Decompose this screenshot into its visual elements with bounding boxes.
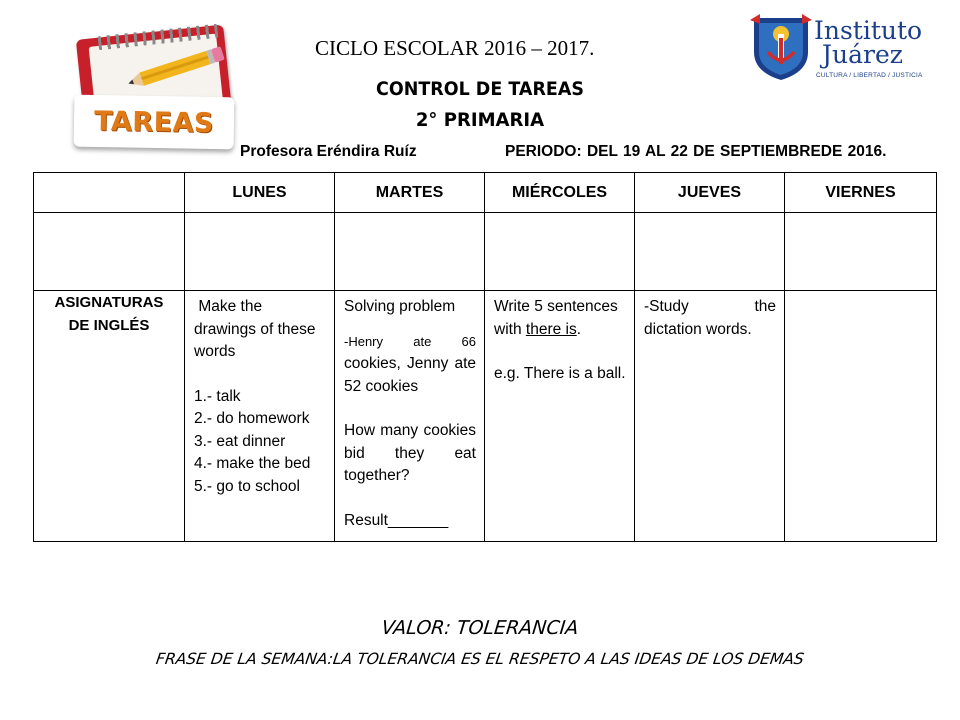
monday-item: 2.- do homework xyxy=(194,410,310,427)
friday-homework xyxy=(785,291,937,542)
day-header-tuesday: MARTES xyxy=(335,173,485,213)
wednesday-underlined: there is xyxy=(525,320,577,338)
tuesday-homework xyxy=(335,291,485,542)
day-header-wednesday: MIÉRCOLES xyxy=(485,173,635,213)
day-header-thursday: JUEVES xyxy=(635,173,785,213)
institute-name-line1: Instituto xyxy=(814,16,923,45)
english-subject-row xyxy=(34,291,937,542)
homework-table xyxy=(33,172,937,542)
empty-cell xyxy=(635,213,785,291)
thursday-homework xyxy=(635,291,785,542)
day-header-monday: LUNES xyxy=(185,173,335,213)
monday-item: 4.- make the bed xyxy=(194,455,311,472)
weekly-value: VALOR: TOLERANCIA xyxy=(380,617,580,639)
empty-cell xyxy=(335,213,485,291)
subject-label-line2: DE INGLÉS xyxy=(68,317,150,334)
wednesday-period: . xyxy=(576,320,582,338)
wednesday-line1: Write 5 sentences with xyxy=(494,298,618,338)
tuesday-problem-rest: cookies, Jenny ate 52 cookies xyxy=(344,355,476,395)
institute-shield-icon xyxy=(748,12,814,82)
wednesday-homework xyxy=(485,291,635,542)
institute-name-line2: Juárez xyxy=(822,40,903,69)
wednesday-instruction xyxy=(494,296,626,341)
monday-item: 5.- go to school xyxy=(194,477,300,495)
page-title: CONTROL DE TAREAS xyxy=(376,78,584,100)
grade-level: 2° PRIMARIA xyxy=(415,109,545,131)
empty-cell xyxy=(34,213,185,291)
wednesday-example: e.g. There is a ball. xyxy=(494,365,626,382)
tuesday-problem-start: -Henry ate 66 xyxy=(344,333,476,349)
monday-item: 1.- talk xyxy=(194,387,241,405)
teacher-name: Profesora Eréndira Ruíz xyxy=(240,143,417,160)
header-corner-cell xyxy=(34,173,185,213)
subject-label xyxy=(34,291,185,542)
weekly-phrase: FRASE DE LA SEMANA:LA TOLERANCIA ES EL RESPETO A LAS IDEAS DE LOS DEMAS xyxy=(154,650,806,668)
period-range: PERIODO: DEL 19 AL 22 DE SEPTIEMBREDE 2016. xyxy=(505,143,887,160)
empty-cell xyxy=(785,213,937,291)
tareas-banner xyxy=(74,95,235,150)
empty-cell xyxy=(185,213,335,291)
tuesday-question: How many cookies bid they eat together? xyxy=(344,422,476,484)
monday-item: 3.- eat dinner xyxy=(194,432,286,450)
day-header-friday: VIERNES xyxy=(785,173,937,213)
day-header-row xyxy=(34,173,937,213)
tuesday-heading: Solving problem xyxy=(344,298,456,315)
school-cycle: CICLO ESCOLAR 2016 – 2017. xyxy=(315,36,595,60)
tuesday-result: Result_______ xyxy=(344,511,449,529)
subject-label-line1: ASIGNATURAS xyxy=(54,294,164,311)
monday-intro: Make the drawings of these words xyxy=(194,298,320,360)
thursday-text: -Study the dictation words. xyxy=(644,298,776,338)
monday-homework xyxy=(185,291,335,542)
tuesday-problem xyxy=(344,331,476,399)
empty-row xyxy=(34,213,937,291)
institute-motto: CULTURA / LIBERTAD / JUSTICIA xyxy=(816,72,923,79)
tareas-label: TAREAS xyxy=(93,105,215,139)
empty-cell xyxy=(485,213,635,291)
tareas-logo xyxy=(72,22,240,152)
institute-logo xyxy=(748,12,938,84)
